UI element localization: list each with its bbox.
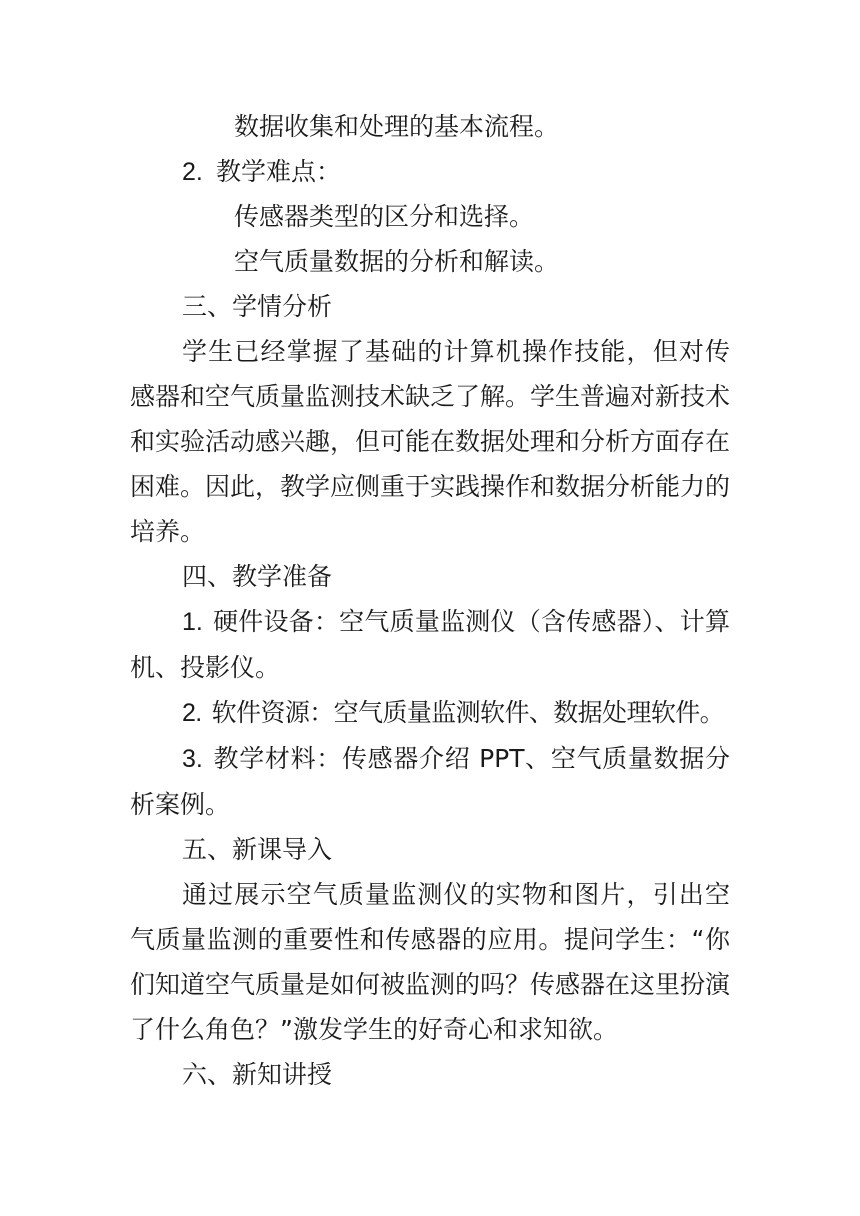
preparation-item-text: 硬件设备：空气质量监测仪（含传感器）、计算机、投影仪。	[130, 607, 730, 682]
difficulty-item-1-text: 传感器类型的区分和选择。	[234, 202, 535, 231]
list-number: 2.	[182, 158, 203, 186]
section-heading-text: 三、学情分析	[182, 292, 333, 321]
section-heading-student-analysis	[130, 284, 730, 329]
teaching-focus-text: 数据收集和处理的基本流程。	[234, 112, 560, 141]
section-heading-introduction	[130, 827, 730, 872]
teaching-focus-item	[130, 104, 730, 149]
list-number: 1.	[182, 608, 203, 636]
difficulty-item-1	[130, 194, 730, 239]
section-heading-text: 五、新课导入	[182, 835, 333, 864]
section-heading-text: 四、教学准备	[182, 562, 333, 591]
introduction-paragraph: 通过展示空气质量监测仪的实物和图片，引出空气质量监测的重要性和传感器的应用。提问学生：“你们知道空气质量是如何被监测的吗？传感器在这里扮演了什么角色？”激发学生的好奇心和求知欲。	[130, 880, 731, 1044]
section-heading-text: 六、新知讲授	[182, 1060, 333, 1089]
teaching-difficulty-heading	[130, 149, 730, 194]
difficulty-item-2-text: 空气质量数据的分析和解读。	[234, 247, 560, 276]
section-heading-new-knowledge	[130, 1052, 730, 1097]
teaching-difficulty-label: 教学难点：	[216, 157, 342, 186]
list-number: 3.	[182, 745, 203, 773]
preparation-item-software	[130, 690, 730, 736]
difficulty-item-2	[130, 239, 730, 284]
document-body	[130, 104, 730, 1097]
preparation-item-hardware	[130, 599, 730, 690]
list-number: 2.	[182, 699, 202, 727]
preparation-item-materials	[130, 736, 730, 827]
preparation-item-text: 教学材料：传感器介绍 PPT、空气质量数据分析案例。	[130, 744, 730, 819]
preparation-item-text: 软件资源：空气质量监测软件、数据处理软件。	[211, 698, 725, 727]
section-heading-preparation	[130, 554, 730, 599]
student-analysis-paragraph: 学生已经掌握了基础的计算机操作技能，但对传感器和空气质量监测技术缺乏了解。学生普遍对新技术和实验活动感兴趣，但可能在数据处理和分析方面存在困难。因此，教学应侧重于实践操作和数据分析能力的培养。	[130, 337, 731, 546]
